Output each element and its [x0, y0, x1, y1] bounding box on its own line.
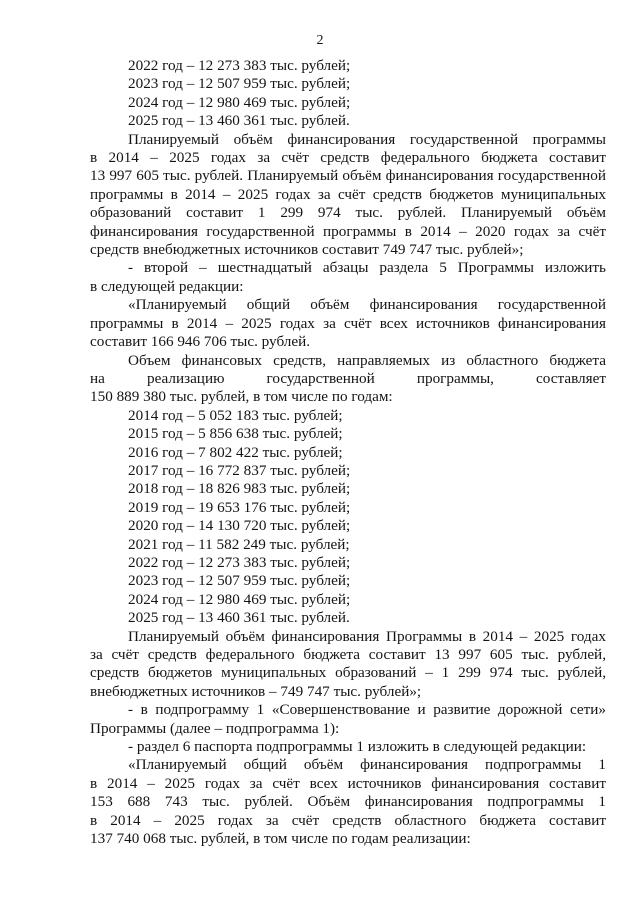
page-number: 2 [316, 33, 324, 48]
text-line: - второй – шестнадцатый абзацы раздела 5 Программы изложить [128, 259, 606, 277]
text-line: Планируемый объём финансирования государственной программы [128, 130, 606, 148]
list-item: 2016 год – 7 802 422 тыс. рублей; [128, 443, 343, 461]
paragraph-program-funding [90, 628, 606, 702]
text-line: «Планируемый общий объём финансирования подпрограммы 1 [128, 756, 606, 774]
list-item: 2023 год – 12 507 959 тыс. рублей; [128, 75, 351, 93]
text-line: «Планируемый общий объём финансирования государственной [128, 296, 606, 314]
list-item: 2022 год – 12 273 383 тыс. рублей; [128, 57, 351, 74]
list-item: 2014 год – 5 052 183 тыс. рублей; [128, 406, 343, 424]
text-line: Программы (далее – подпрограмма 1): [90, 719, 340, 737]
text-line: в 2014 – 2025 годах за счёт всех источников финансирования составит [90, 774, 606, 792]
text-line: Объем финансовых средств, направляемых из областного бюджета [128, 351, 606, 369]
list-item: 2025 год – 13 460 361 тыс. рублей. [128, 609, 350, 627]
list-item: 2024 год – 12 980 469 тыс. рублей; [128, 93, 351, 111]
text-line: в следующей редакции: [90, 277, 244, 295]
list-item: 2018 год – 18 826 983 тыс. рублей; [128, 480, 351, 498]
text-line: 13 997 605 тыс. рублей. Планируемый объём финансирования государственной [90, 167, 606, 185]
list-item: 2017 год – 16 772 837 тыс. рублей; [128, 461, 351, 479]
year-list-regional [90, 407, 606, 628]
text-line: средств бюджетов муниципальных образований – 1 299 974 тыс. рублей, [90, 664, 606, 682]
list-item: 2023 год – 12 507 959 тыс. рублей; [128, 572, 351, 590]
text-line: образований составит 1 299 974 тыс. рублей. Планируемый объём [90, 204, 606, 222]
text-line: средств внебюджетных источников составит 749 747 тыс. рублей»; [90, 241, 524, 259]
text-line: - в подпрограмму 1 «Совершенствование и развитие дорожной сети» [128, 701, 606, 719]
year-list-top [90, 57, 606, 131]
text-line: 153 688 743 тыс. рублей. Объём финансирования подпрограммы 1 [90, 793, 606, 811]
list-item: 2025 год – 13 460 361 тыс. рублей. [128, 112, 350, 130]
list-item: 2020 год – 14 130 720 тыс. рублей; [128, 517, 351, 535]
paragraph-regional-budget [90, 352, 606, 407]
text-line: 150 889 380 тыс. рублей, в том числе по годам: [90, 388, 393, 406]
text-line: на реализацию государственной программы, составляет [90, 369, 606, 387]
paragraph-subprogram1-funding [90, 756, 606, 848]
list-item: 2021 год – 11 582 249 тыс. рублей; [128, 535, 350, 553]
text-line: программы в 2014 – 2025 годах за счёт всех источников финансирования [90, 314, 606, 332]
text-line: в 2014 – 2025 годах за счёт средств федерального бюджета составит [90, 149, 606, 167]
paragraph-section6-instruction [90, 738, 606, 756]
paragraph-federal-funding [90, 131, 606, 260]
text-line: в 2014 – 2025 годах за счёт средств областного бюджета составит [90, 811, 606, 829]
text-line: финансирования государственной программы в 2014 – 2020 годах за счёт [90, 222, 606, 240]
list-item: 2024 год – 12 980 469 тыс. рублей; [128, 590, 351, 608]
list-item: 2019 год – 19 653 176 тыс. рублей; [128, 498, 351, 516]
list-item: 2022 год – 12 273 383 тыс. рублей; [128, 553, 351, 571]
list-item: 2015 год – 5 856 638 тыс. рублей; [128, 425, 343, 443]
text-line: - раздел 6 паспорта подпрограммы 1 изложить в следующей редакции: [128, 738, 587, 756]
text-line: программы в 2014 – 2025 годах за счёт средств бюджетов муниципальных [90, 185, 606, 203]
paragraph-subprogram1-instruction [90, 701, 606, 738]
paragraph-section5-instruction [90, 259, 606, 296]
text-line: за счёт средств федерального бюджета составит 13 997 605 тыс. рублей, [90, 646, 606, 663]
text-line: Планируемый объём финансирования Программы в 2014 – 2025 годах [128, 627, 606, 645]
text-line: внебюджетных источников – 749 747 тыс. рублей»; [90, 682, 422, 700]
text-line: составит 166 946 706 тыс. рублей. [90, 333, 311, 351]
paragraph-total-funding [90, 296, 606, 351]
document-body [90, 57, 606, 848]
text-line: 137 740 068 тыс. рублей, в том числе по годам реализации: [90, 830, 471, 848]
